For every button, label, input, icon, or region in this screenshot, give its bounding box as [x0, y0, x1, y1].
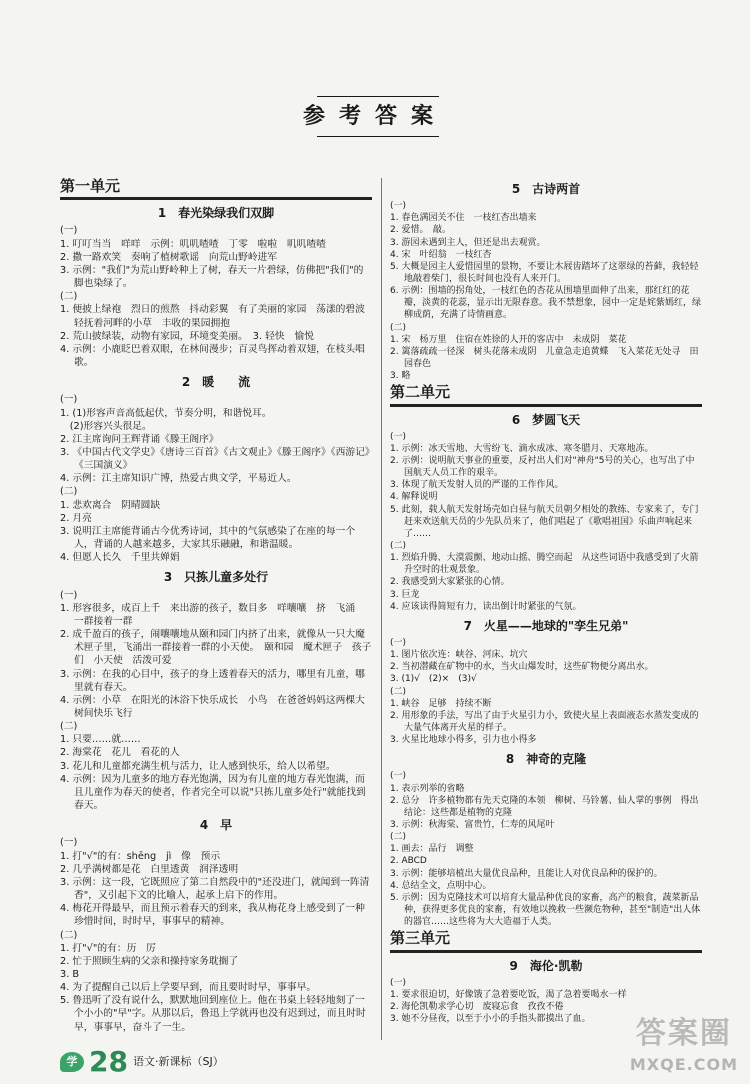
answer-item: 4. 为了提醒自己以后上学要早到，而且要时时早，事事早。	[60, 982, 317, 994]
answer-item: 3. 说明江主席能背诵古今优秀诗词，其中的气氛感染了在座的每一个人，背诵的人越来越多，大家其乐融融，和谐温暖。	[60, 525, 356, 551]
answer-item: 1. 烈焰升腾、大漠震颤、地动山摇、腾空而起 从这些词语中我感受到了火箭升空时的壮观景象。	[390, 553, 699, 576]
answer-item: 3. 她不分昼夜，以至于小小的手指头都摸出了血。	[390, 1014, 591, 1025]
answer-item: 2. 荒山披绿装，动物有家园，环境变美丽。 3. 轻快 愉悦	[60, 330, 314, 342]
answer-item: 1. 叮叮当当 咩咩 示例：叽叽喳喳 丁零 啦啦 叽叽喳喳	[60, 238, 326, 250]
lesson-title: 2 暖 流	[181, 375, 251, 390]
answer-item: 1. 峡谷 足够 持续不断	[390, 698, 492, 709]
section-mark: (一)	[60, 225, 78, 237]
answer-item: 5. 示例：因为克隆技术可以培育大量品种优良的家畜，高产的粮食，蔬菜新品种，获得更多优良的家畜，有效地以挽救一些濒危物种，甚至"制造"出人体的器官……这些将为大大造福于人类。	[390, 892, 701, 928]
section-mark: (二)	[390, 686, 407, 697]
subject-badge: 学	[60, 1052, 84, 1072]
section-mark: (一)	[390, 977, 407, 988]
answer-item: 1. 图片依次连：峡谷、河床、坑穴	[390, 650, 528, 661]
answer-item: 4. 梅花开得最早，而且预示着春天的到来，我从梅花身上感受到了一种珍惜时间，时时早，事事早的精神。	[60, 903, 365, 928]
answer-item: 4. 宋 叶绍翁 一枝红杏	[390, 249, 492, 260]
answer-item: 4. 解释说明	[390, 492, 438, 503]
section-mark: (二)	[390, 832, 407, 843]
answer-item: 1. 春色满园关不住 一枝红杏出墙来	[390, 213, 537, 224]
answer-item: 1. 打"√"的有：shēng jì 像 预示	[60, 850, 221, 862]
answer-item: 2. 当初潜藏在矿物中的水，当火山爆发时，这些矿物便分离出水。	[390, 662, 654, 673]
answer-item: 3. 示例：秋海棠、富贵竹，仁寿的风尾叶	[390, 820, 555, 831]
answer-item: 4. 示例：江主席知识广博，热爱古典文学，平易近人。	[60, 473, 297, 485]
answer-item: 2. 海棠花 花儿 看花的人	[60, 747, 180, 759]
section-mark: (二)	[390, 541, 407, 551]
answer-item: 3. 示例：这一段，它既照应了第二自然段中的"还没进门，就闻到一阵清香"，又引起下文的比喻人，起承上启下的作用。	[60, 876, 370, 902]
answer-item: 3. 花儿和儿童都充满生机与活力，让人感到快乐，给人以希望。	[60, 760, 336, 772]
answer-item: 2. 海伦凯勒求学心切 废寝忘食 孜孜不倦	[390, 1002, 564, 1013]
unit-heading: 第二单元	[390, 382, 702, 406]
right-lessons-a	[390, 181, 702, 382]
left-lessons	[60, 205, 372, 1034]
section-mark: (二)	[60, 721, 78, 733]
lesson-title: 7 火星——地球的"孪生兄弟"	[463, 618, 629, 633]
answer-item: 1. (1)形容声音高低起伏，节奏分明，和谐悦耳。	[60, 407, 272, 419]
section-mark: (一)	[390, 638, 407, 649]
section-mark: (一)	[60, 394, 78, 406]
answer-item: 2. 月亮	[60, 512, 92, 524]
answer-item: 1. 悲欢离合 阴晴圆缺	[60, 499, 161, 511]
lesson-title: 3 只拣儿童多处行	[163, 570, 269, 585]
answer-item: 4. 总结全文，点明中心。	[390, 880, 492, 891]
answer-item: 4. 但愿人长久 千里共婵娟	[60, 552, 180, 564]
answer-item: 1. 形容很多，成百上千 来出游的孩子，数目多 咩嚷嚷 挤 飞涌 一群接着一群	[60, 602, 365, 627]
answer-item: 2. 几乎满树都是花 白里透黄 润泽透明	[60, 863, 239, 875]
lesson-title: 5 古诗两首	[511, 182, 581, 196]
answer-item: 2. ABCD	[390, 856, 427, 867]
answer-item: 2. 我感受到大家紧张的心情。	[390, 577, 510, 588]
section-mark: (一)	[390, 771, 407, 782]
section-mark: (二)	[60, 929, 78, 941]
watermark	[630, 1014, 738, 1076]
answer-item: 2. 忙于照顾生病的父亲和操持家务耽搁了	[60, 955, 239, 967]
answer-item: 2. 撒一路欢笑 奏响了植树歌谣 向荒山野岭进军	[60, 251, 278, 263]
section-mark: (一)	[60, 837, 78, 849]
right-lessons-b	[390, 412, 702, 929]
answer-item: 2. 成千盈百的孩子，闹嚷嚷地从颐和园门内挤了出来，就像从一只大魔术匣子里，飞涌出一群接着一群的小天使。 颐和园 魔术匣子 孩子们 小天使 活泼可爱	[60, 629, 372, 667]
lesson-title: 4 早	[199, 818, 233, 833]
answer-item: 3. (1)√ (2)× (3)√	[390, 674, 477, 685]
watermark-line2: MXQE.COM	[629, 1055, 738, 1075]
page-footer	[60, 1046, 224, 1078]
answer-item: 2. 用形象的手法，写出了由于火星引力小，致使火星上表面液态水蒸发变成的大量气体离开火星的样子。	[390, 710, 699, 734]
lesson-title: 9 海伦·凯勒	[509, 958, 583, 973]
left-column	[60, 176, 372, 1034]
watermark-line1: 答案圈	[635, 1015, 732, 1051]
answer-item: 3. 火星比地球小得多，引力也小得多	[390, 735, 537, 746]
answer-item: 4. 示例：小草 在阳光的沐浴下快乐成长 小鸟 在爸爸妈妈这两棵大树间快乐飞行	[60, 694, 365, 719]
lesson-title: 8 神奇的克隆	[505, 752, 587, 767]
answer-item: 4. 示例：小鹿眨巴着双眼，在林间漫步；百灵鸟挥动着双翅，在枝头唱歌。	[60, 343, 365, 368]
answer-item: 1. 画去：品行 调整	[390, 844, 474, 855]
answer-item: 3. 示例：在我的心目中，孩子的身上透着春天的活力，哪里有儿童，哪里就有春天。	[60, 668, 365, 693]
answer-item: 2. 示例：说明航天事业的重要，反衬出人们对"神舟"5号的关心，也写出了中国航天人员工作的艰辛。	[390, 456, 695, 479]
section-mark: (二)	[60, 291, 78, 303]
answer-item: 3. 示例："我们"为荒山野岭种上了树，春天一片碧绿，仿佛把"我们"的脚也染绿了。	[60, 264, 364, 290]
title-rule-top	[317, 96, 439, 97]
answer-item: 3. 《中国古代文学史》《唐诗三百首》《古文观止》《滕王阁序》《西游记》《三国演义》	[60, 446, 370, 472]
section-mark: (一)	[60, 589, 78, 601]
answer-item: 3. 游园未遇到主人，但还是出去观赏。	[390, 237, 546, 248]
answer-item: 5. 此刻，载人航天发射场壳如白昼与航天员朝夕相处的教练、专家来了，专门赶来欢送航天员的少先队员来了，他们唱起了《歌唱祖国》乐曲声响起来了……	[390, 504, 699, 539]
answer-item: 1. 便披上绿袍 烈日的煎熬 抖动彩翼 有了美丽的家园 荡漾的碧波轻抚着河畔的小草 丰收的果园拥抱	[60, 304, 365, 329]
answer-item: 2. 江主席询问王辉背诵《滕王阁序》	[60, 433, 219, 445]
answer-item: 2. 总分 许多植物都有先天克隆的本领 柳树、马铃薯、仙人掌的事例 得出结论：这些都是植物的克隆	[390, 795, 699, 818]
answer-item: 3. B	[60, 968, 80, 980]
answer-item: 3. 体现了航天发射人员的严谨的工作作风。	[390, 480, 564, 491]
answer-item: 1. 宋 杨万里 住宿在姓徐的人开的客店中 未成阴 菜花	[390, 334, 627, 345]
answer-item: 5. 大概是园主人爱惜园里的景物，不要让木屐齿踏坏了这翠绿的苔藓，我轻轻地敲着柴门，很长时间也没有人来开门。	[390, 261, 699, 285]
title-rule-bottom	[317, 136, 439, 137]
answer-item: 3. 示例：能够培植出大量优良品种，且能让人对优良品种的保护的。	[390, 868, 663, 879]
answer-item: 6. 示例：围墙的拐角处，一枝红色的杏花从围墙里面伸了出来，那红红的花瓣，淡黄的花蕊，显示出无限春意。我不禁想象，园中一定是姹紫嫣红，绿柳成荫，充满了诗情画意。	[390, 286, 702, 321]
answer-item: 1. 打"√"的有：历 厉	[60, 942, 156, 954]
unit-heading: 第三单元	[390, 928, 702, 952]
answer-item: 3. 略	[390, 371, 411, 382]
unit-heading: 第一单元	[60, 176, 372, 200]
answer-item: 5. 鲁迅听了没有说什么，默默地回到座位上。他在书桌上轻轻地刻了一个小小的"早"字。从那以后，鲁迅上学就再也没有迟到过，而且时时早，事事早，奋斗了一生。	[60, 995, 366, 1033]
section-mark: (一)	[390, 431, 407, 442]
answer-item: 3. 巨龙	[390, 589, 420, 600]
footer-subtitle: 语文·新课标（SJ）	[132, 1054, 224, 1068]
lesson-title: 6 梦圆飞天	[511, 412, 581, 427]
answer-item: 1. 示例：冰天雪地、大雪纷飞、滴水成冰、寒冬腊月、天寒地冻。	[390, 443, 654, 454]
section-mark: (二)	[60, 486, 78, 498]
answer-item: 1. 要求很迫切，好像饿了急着要吃饭，渴了急着要喝水一样	[390, 989, 627, 1000]
answer-item: 4. 示例：因为儿童多的地方春光饱满，因为有儿童的地方春光饱满，而且儿童作为春天的使者，作者完全可以说"只拣儿童多处行"就能找到春天。	[60, 773, 366, 812]
answer-item: 2. 篱落疏疏一径深 树头花落未成阴 儿童急走追黄蝶 飞入菜花无处寻 田园春色	[390, 346, 699, 370]
column-divider	[381, 178, 382, 1040]
right-column	[390, 176, 702, 1025]
answer-item: 2. 爱惜。 敲。	[390, 225, 451, 236]
section-mark: (二)	[390, 322, 407, 333]
lesson-title: 1 春光染绿我们双脚	[157, 206, 275, 221]
answer-item: 1. 只要……就……	[60, 734, 141, 746]
answer-item: 1. 表示列举的省略	[390, 783, 465, 794]
answer-item: 4. 应该读得简短有力，读出倒计时紧张的气氛。	[390, 601, 582, 612]
page-title: 参考答案	[302, 103, 447, 129]
section-mark: (一)	[390, 201, 407, 212]
answer-item: (2)形容兴头很足。	[60, 420, 152, 432]
page-number: 28	[89, 1045, 128, 1078]
